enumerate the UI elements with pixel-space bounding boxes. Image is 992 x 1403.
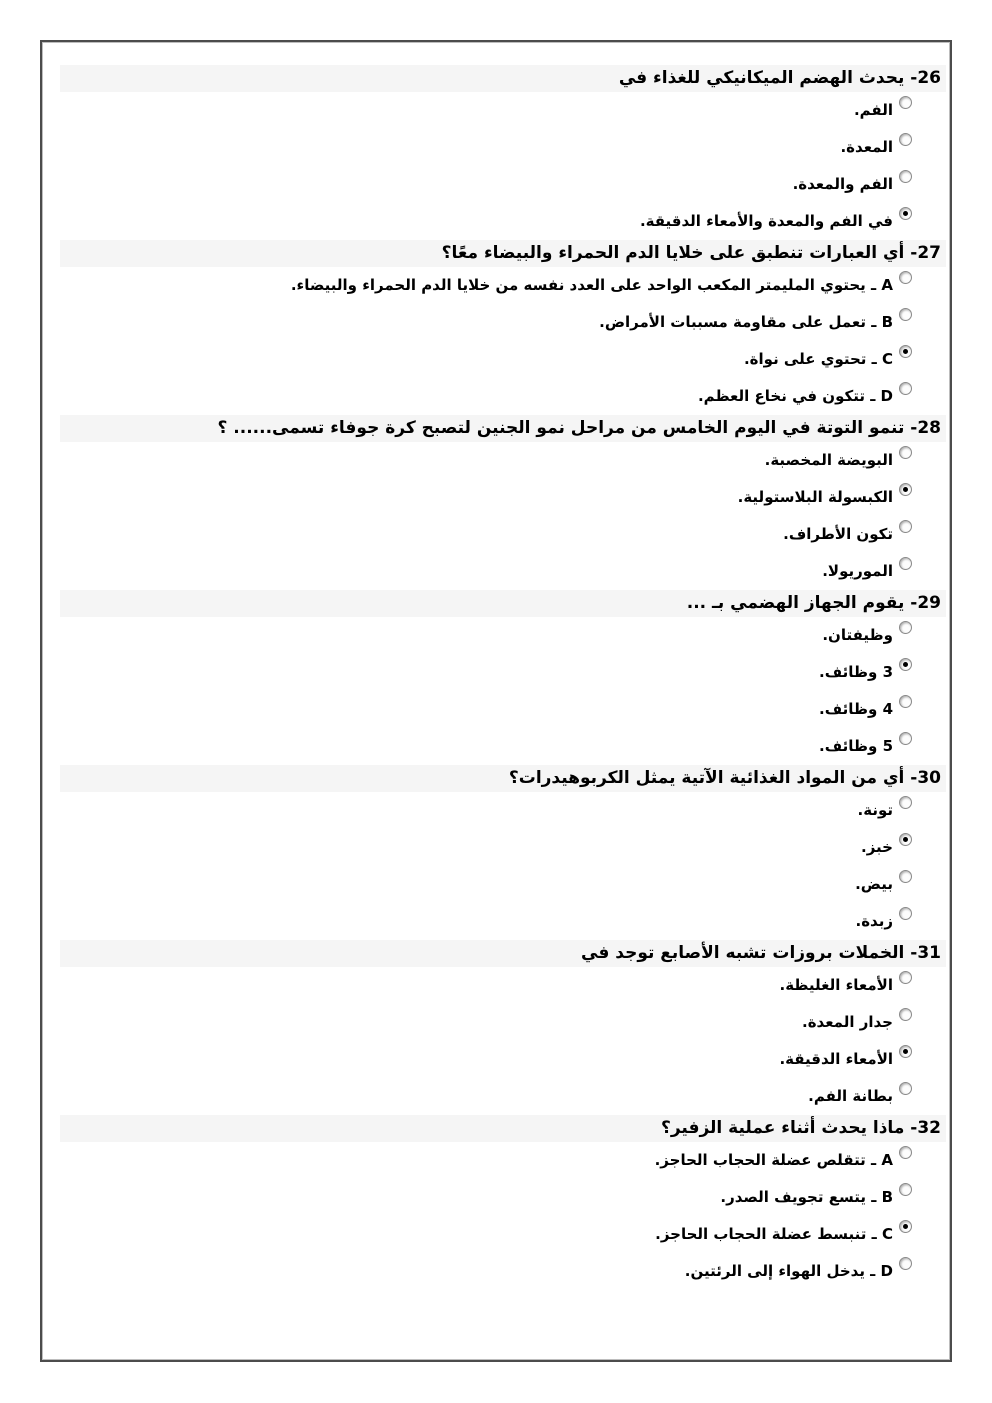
question-block	[60, 590, 946, 765]
answer-option[interactable]	[60, 1142, 946, 1179]
question-block	[60, 240, 946, 415]
option-label: D ـ تتكون في نخاع العظم.	[697, 387, 893, 405]
radio-button[interactable]	[899, 1257, 912, 1270]
answer-option[interactable]	[60, 691, 946, 728]
radio-button[interactable]	[899, 133, 912, 146]
question-header-bar	[60, 940, 946, 967]
radio-button[interactable]	[899, 520, 912, 533]
radio-button[interactable]	[899, 1183, 912, 1196]
radio-button[interactable]	[899, 96, 912, 109]
radio-button[interactable]	[899, 382, 912, 395]
answer-option[interactable]	[60, 1041, 946, 1078]
option-label: الأمعاء الدقيقة.	[779, 1050, 893, 1068]
answer-option[interactable]	[60, 1078, 946, 1115]
radio-button[interactable]	[899, 695, 912, 708]
option-label: D ـ يدخل الهواء إلى الرئتين.	[684, 1262, 893, 1280]
question-block	[60, 1115, 946, 1290]
options-list	[60, 617, 946, 765]
radio-button[interactable]	[899, 345, 912, 358]
answer-option[interactable]	[60, 792, 946, 829]
option-label: المعدة.	[840, 138, 893, 156]
radio-button[interactable]	[899, 483, 912, 496]
option-label: تونة.	[857, 801, 893, 819]
option-label: وظيفتان.	[822, 626, 893, 644]
option-label: A ـ تتقلص عضلة الحجاب الحاجز.	[654, 1151, 893, 1169]
radio-button[interactable]	[899, 446, 912, 459]
radio-button[interactable]	[899, 907, 912, 920]
radio-button[interactable]	[899, 1045, 912, 1058]
question-title: 30- أي من المواد الغذائية الآتية يمثل الكربوهيدرات؟	[508, 768, 941, 788]
answer-option[interactable]	[60, 304, 946, 341]
answer-option[interactable]	[60, 903, 946, 940]
option-label: الفم والمعدة.	[792, 175, 893, 193]
options-list	[60, 792, 946, 940]
radio-button[interactable]	[899, 621, 912, 634]
answer-option[interactable]	[60, 516, 946, 553]
question-header-bar	[60, 1115, 946, 1142]
option-label: البويضة المخصبة.	[764, 451, 893, 469]
answer-option[interactable]	[60, 617, 946, 654]
question-block	[60, 940, 946, 1115]
answer-option[interactable]	[60, 553, 946, 590]
options-list	[60, 92, 946, 240]
answer-option[interactable]	[60, 479, 946, 516]
radio-button[interactable]	[899, 1082, 912, 1095]
question-block	[60, 415, 946, 590]
option-label: C ـ تنبسط عضلة الحجاب الحاجز.	[655, 1225, 893, 1243]
radio-button[interactable]	[899, 658, 912, 671]
options-list	[60, 267, 946, 415]
radio-button[interactable]	[899, 796, 912, 809]
radio-button[interactable]	[899, 870, 912, 883]
answer-option[interactable]	[60, 442, 946, 479]
option-label: بيض.	[855, 875, 893, 893]
answer-option[interactable]	[60, 866, 946, 903]
answer-option[interactable]	[60, 203, 946, 240]
radio-button[interactable]	[899, 1146, 912, 1159]
options-list	[60, 442, 946, 590]
option-label: 3 وظائف.	[819, 663, 893, 681]
answer-option[interactable]	[60, 728, 946, 765]
question-title: 28- تنمو التوتة في اليوم الخامس من مراحل نمو الجنين لتصبح كرة جوفاء تسمى...... ؟	[217, 418, 941, 438]
question-header-bar	[60, 590, 946, 617]
question-header-bar	[60, 65, 946, 92]
option-label: الأمعاء الغليظة.	[779, 976, 893, 994]
option-label: C ـ تحتوي على نواة.	[743, 350, 893, 368]
question-block	[60, 765, 946, 940]
radio-button[interactable]	[899, 833, 912, 846]
radio-button[interactable]	[899, 1008, 912, 1021]
answer-option[interactable]	[60, 1216, 946, 1253]
answer-option[interactable]	[60, 341, 946, 378]
answer-option[interactable]	[60, 1004, 946, 1041]
option-label: 5 وظائف.	[819, 737, 893, 755]
answer-option[interactable]	[60, 1179, 946, 1216]
option-label: A ـ يحتوي المليمتر المكعب الواحد على العدد نفسه من خلايا الدم الحمراء والبيضاء.	[290, 276, 893, 294]
radio-button[interactable]	[899, 1220, 912, 1233]
option-label: الموريولا.	[822, 562, 893, 580]
answer-option[interactable]	[60, 829, 946, 866]
option-label: تكون الأطراف.	[783, 525, 893, 543]
option-label: في الفم والمعدة والأمعاء الدقيقة.	[639, 212, 893, 230]
answer-option[interactable]	[60, 166, 946, 203]
question-title: 31- الخملات بروزات تشبه الأصابع توجد في	[581, 943, 941, 963]
answer-option[interactable]	[60, 378, 946, 415]
answer-option[interactable]	[60, 267, 946, 304]
option-label: جدار المعدة.	[802, 1013, 893, 1031]
option-label: B ـ يتسع تجويف الصدر.	[720, 1188, 893, 1206]
answer-option[interactable]	[60, 654, 946, 691]
quiz-page-sheet	[40, 40, 952, 1362]
question-title: 29- يقوم الجهاز الهضمي بـ ...	[686, 593, 941, 613]
question-title: 26- يحدث الهضم الميكانيكي للغذاء في	[618, 68, 941, 88]
answer-option[interactable]	[60, 92, 946, 129]
question-block	[60, 65, 946, 240]
option-label: بطانة الفم.	[808, 1087, 893, 1105]
options-list	[60, 967, 946, 1115]
answer-option[interactable]	[60, 1253, 946, 1290]
radio-button[interactable]	[899, 170, 912, 183]
quiz-content	[42, 42, 950, 1360]
option-label: B ـ تعمل على مقاومة مسببات الأمراض.	[599, 313, 893, 331]
question-title: 32- ماذا يحدث أثناء عملية الزفير؟	[660, 1118, 941, 1138]
answer-option[interactable]	[60, 967, 946, 1004]
question-header-bar	[60, 765, 946, 792]
option-label: 4 وظائف.	[819, 700, 893, 718]
question-title: 27- أي العبارات تنطبق على خلايا الدم الحمراء والبيضاء معًا؟	[441, 243, 941, 263]
radio-button[interactable]	[899, 971, 912, 984]
radio-button[interactable]	[899, 732, 912, 745]
answer-option[interactable]	[60, 129, 946, 166]
option-label: خبز.	[861, 838, 893, 856]
option-label: الكبسولة البلاستولية.	[737, 488, 893, 506]
option-label: الفم.	[853, 101, 893, 119]
radio-button[interactable]	[899, 207, 912, 220]
option-label: زبدة.	[855, 912, 893, 930]
question-header-bar	[60, 415, 946, 442]
radio-button[interactable]	[899, 557, 912, 570]
options-list	[60, 1142, 946, 1290]
question-header-bar	[60, 240, 946, 267]
radio-button[interactable]	[899, 308, 912, 321]
radio-button[interactable]	[899, 271, 912, 284]
